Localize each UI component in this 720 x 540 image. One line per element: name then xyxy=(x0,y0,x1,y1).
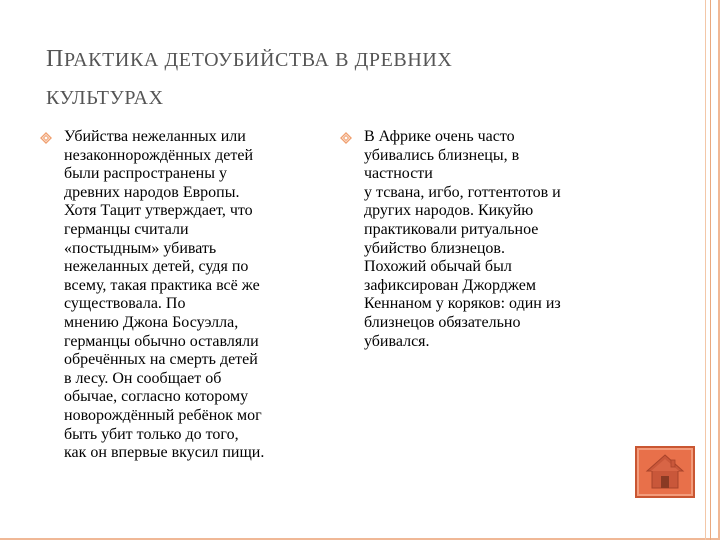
bullet-icon xyxy=(340,132,352,144)
title-line2: КУЛЬТУРАХ xyxy=(46,87,164,109)
decorative-edge xyxy=(696,0,720,540)
bullet-icon xyxy=(40,132,52,144)
home-button[interactable] xyxy=(635,446,695,498)
right-column xyxy=(340,128,608,351)
left-column xyxy=(40,128,308,463)
list-item xyxy=(40,128,308,463)
right-bullet-text: В Африке очень часто убивались близнецы, в частности у тсвана, игбо, готтентотов и других народов. Кикуйю практиковали ритуальное убийство близнецов. Похожий обычай был зафиксирован Джорджем Кеннаном у коряков: один из близнецов обязательно убивался. xyxy=(364,128,561,350)
list-item xyxy=(340,128,608,351)
home-icon xyxy=(643,452,687,492)
slide-title xyxy=(46,40,606,117)
title-line1: РАКТИКА ДЕТОУБИЙСТВА В ДРЕВНИХ xyxy=(63,49,453,71)
left-bullet-text: Убийства нежеланных или незаконнорождённых детей были распространены у древних народов Европы. Хотя Тацит утверждает, что германцы считали «постыдным» убивать нежеланных детей, судя по всему, такая практика всё же существовала. По мнению Джона Босуэлла, германцы обычно оставляли обречённых на смерть детей в лесу. Он сообщает об обычае, согласно которому новорождённый ребёнок мог быть убит только до того, как он впервые вкусил пищи. xyxy=(64,128,265,462)
title-first-letter: П xyxy=(46,46,64,72)
